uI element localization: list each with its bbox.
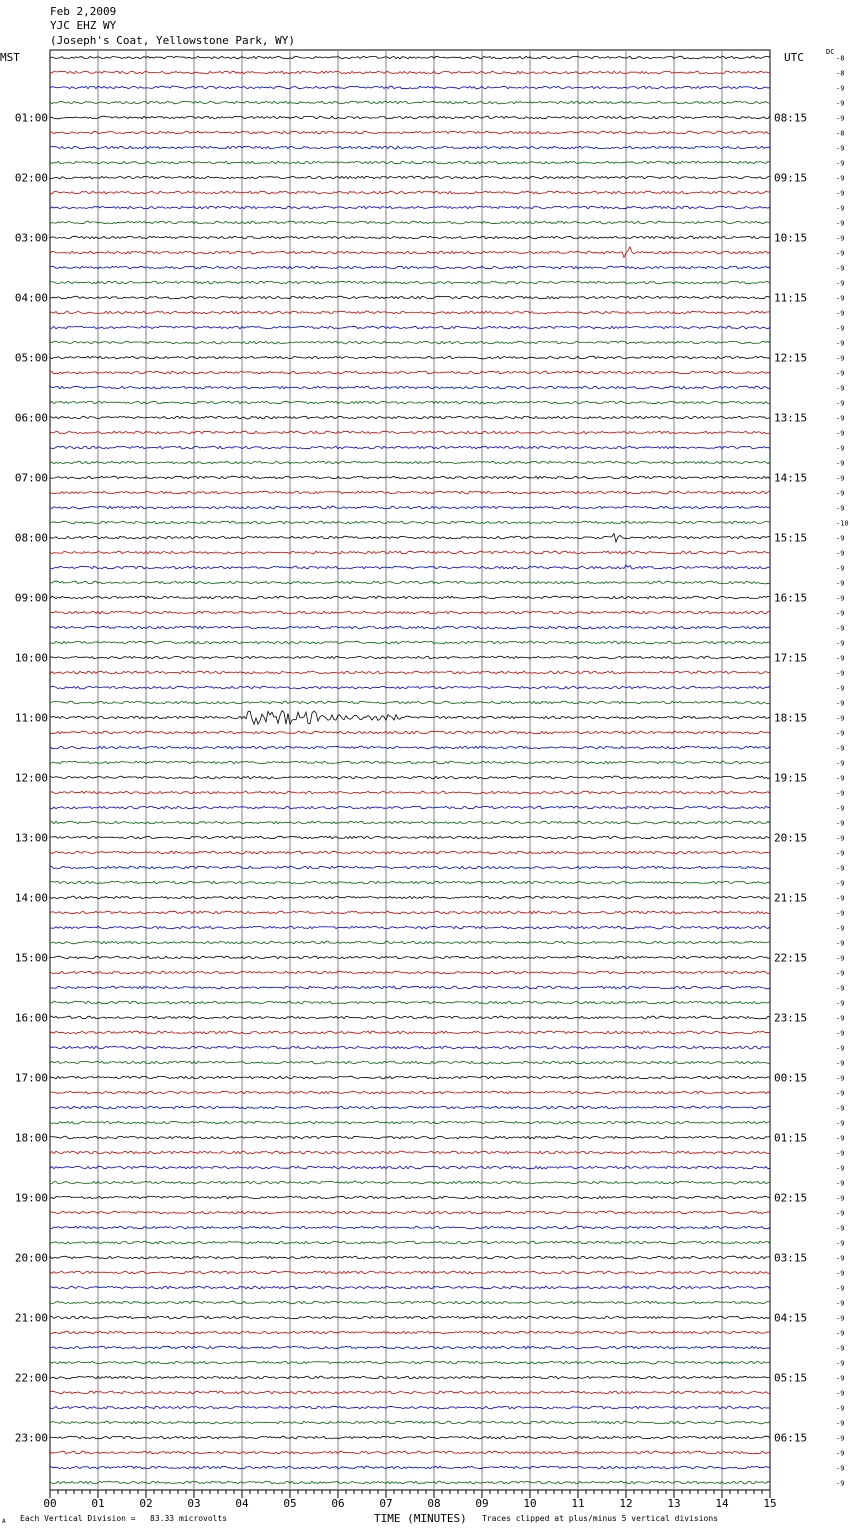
x-tick-label: 09 xyxy=(475,1497,489,1510)
dc-offset-label: -9 xyxy=(836,279,845,288)
trace-line xyxy=(50,1481,770,1484)
x-axis-title: TIME (MINUTES) xyxy=(374,1512,467,1525)
trace-line xyxy=(50,341,770,344)
trace-line xyxy=(50,656,770,659)
left-hour-label: 15:00 xyxy=(14,951,48,965)
dc-label: DC xyxy=(826,48,835,56)
dc-offset-label: -9 xyxy=(836,534,845,543)
trace-line xyxy=(50,281,770,284)
trace-line xyxy=(50,701,770,704)
dc-offset-label: -9 xyxy=(836,909,845,918)
trace-line xyxy=(50,1331,770,1334)
dc-offset-label: -9 xyxy=(836,249,845,258)
dc-offset-label: -9 xyxy=(836,1134,845,1143)
dc-offset-label: -9 xyxy=(836,1209,845,1218)
trace-line xyxy=(50,941,770,944)
x-tick-label: 06 xyxy=(331,1497,345,1510)
dc-offset-label: -9 xyxy=(836,354,845,363)
dc-offset-label: -9 xyxy=(836,1014,845,1023)
trace-line xyxy=(50,446,770,449)
left-hour-label: 11:00 xyxy=(14,711,48,725)
dc-offset-label: -9 xyxy=(836,114,845,123)
dc-offset-label: -9 xyxy=(836,1164,845,1173)
trace-line xyxy=(50,1346,770,1349)
trace-line xyxy=(50,1211,770,1214)
dc-offset-label: -9 xyxy=(836,309,845,318)
trace-line xyxy=(50,71,770,74)
left-hour-label: 22:00 xyxy=(14,1371,48,1385)
dc-offset-label: -9 xyxy=(836,414,845,423)
dc-offset-label: -9 xyxy=(836,1404,845,1413)
trace-line xyxy=(50,731,770,734)
x-tick-label: 14 xyxy=(715,1497,729,1510)
trace-line xyxy=(50,326,770,329)
trace-line xyxy=(50,641,770,644)
trace-line xyxy=(50,371,770,374)
dc-offset-label: -9 xyxy=(836,879,845,888)
right-hour-label: 14:15 xyxy=(774,471,808,485)
trace-line xyxy=(50,206,770,209)
dc-offset-label: -9 xyxy=(836,1329,845,1338)
dc-offset-label: -9 xyxy=(836,939,845,948)
trace-line xyxy=(50,221,770,224)
dc-offset-label: -9 xyxy=(836,1389,845,1398)
left-hour-label: 10:00 xyxy=(14,651,48,665)
dc-offset-label: -9 xyxy=(836,804,845,813)
dc-offset-label: -9 xyxy=(836,459,845,468)
right-hour-label: 11:15 xyxy=(774,291,808,305)
dc-offset-label: -9 xyxy=(836,324,845,333)
trace-line xyxy=(50,565,770,569)
dc-offset-label: -9 xyxy=(836,774,845,783)
left-hour-label: 19:00 xyxy=(14,1191,48,1205)
trace-line xyxy=(50,416,770,419)
dc-offset-label: -9 xyxy=(836,1284,845,1293)
trace-line xyxy=(50,491,770,494)
x-tick-label: 15 xyxy=(763,1497,777,1510)
trace-line xyxy=(50,1151,770,1154)
dc-offset-label: -9 xyxy=(836,1149,845,1158)
trace-line xyxy=(50,776,770,779)
dc-offset-label: -9 xyxy=(836,1104,845,1113)
dc-offset-label: -9 xyxy=(836,339,845,348)
trace-line xyxy=(50,101,770,104)
trace-line xyxy=(50,1376,770,1379)
dc-offset-label: -9 xyxy=(836,969,845,978)
x-tick-label: 10 xyxy=(523,1497,537,1510)
dc-offset-label: -9 xyxy=(836,1344,845,1353)
trace-line xyxy=(50,806,770,809)
left-hour-label: 09:00 xyxy=(14,591,48,605)
trace-line xyxy=(50,521,770,524)
trace-line xyxy=(50,476,770,479)
left-hour-label: 23:00 xyxy=(14,1431,48,1445)
dc-offset-label: -9 xyxy=(836,1314,845,1323)
dc-offset-label: -9 xyxy=(836,999,845,1008)
dc-offset-label: -9 xyxy=(836,1059,845,1068)
left-hour-label: 08:00 xyxy=(14,531,48,545)
dc-offset-label: -9 xyxy=(836,1449,845,1458)
trace-line xyxy=(50,1256,770,1259)
trace-line xyxy=(50,1301,770,1304)
trace-line xyxy=(50,596,770,599)
dc-offset-label: -9 xyxy=(836,594,845,603)
dc-offset-label: -9 xyxy=(836,174,845,183)
dc-offset-label: -9 xyxy=(836,204,845,213)
dc-offset-label: -9 xyxy=(836,1299,845,1308)
left-hour-label: 21:00 xyxy=(14,1311,48,1325)
corner-mark: A xyxy=(2,1518,6,1525)
x-tick-label: 07 xyxy=(379,1497,393,1510)
dc-offset-label: -9 xyxy=(836,819,845,828)
location-label: (Joseph's Coat, Yellowstone Park, WY) xyxy=(50,34,296,47)
x-tick-label: 03 xyxy=(187,1497,201,1510)
dc-offset-label: -9 xyxy=(836,399,845,408)
right-hour-label: 12:15 xyxy=(774,351,808,365)
trace-line xyxy=(50,581,770,584)
right-hour-label: 01:15 xyxy=(774,1131,808,1145)
trace-line xyxy=(50,1196,770,1199)
trace-line xyxy=(50,1106,770,1109)
left-hour-label: 02:00 xyxy=(14,171,48,185)
dc-offset-label: -9 xyxy=(836,699,845,708)
dc-offset-label: -9 xyxy=(836,474,845,483)
dc-offset-label: -10 xyxy=(836,519,849,528)
station-label: YJC EHZ WY xyxy=(50,19,117,32)
trace-line xyxy=(50,161,770,164)
trace-line xyxy=(50,1451,770,1454)
left-hour-label: 03:00 xyxy=(14,231,48,245)
trace-line xyxy=(50,266,770,269)
trace-line xyxy=(50,116,770,119)
trace-line xyxy=(50,1136,770,1139)
right-hour-label: 16:15 xyxy=(774,591,808,605)
trace-line xyxy=(50,711,770,725)
trace-line xyxy=(50,401,770,404)
dc-offset-label: -9 xyxy=(836,1254,845,1263)
dc-offset-label: -9 xyxy=(836,99,845,108)
clip-note: Traces clipped at plus/minus 5 vertical divisions xyxy=(482,1514,719,1523)
trace-line xyxy=(50,1361,770,1364)
trace-line xyxy=(50,746,770,749)
right-hour-label: 08:15 xyxy=(774,111,808,125)
trace-line xyxy=(50,626,770,629)
dc-offset-label: -9 xyxy=(836,624,845,633)
dc-offset-label: -9 xyxy=(836,1029,845,1038)
right-hour-label: 13:15 xyxy=(774,411,808,425)
trace-line xyxy=(50,851,770,854)
dc-offset-label: -9 xyxy=(836,189,845,198)
dc-offset-label: -9 xyxy=(836,954,845,963)
trace-line xyxy=(50,236,770,239)
trace-line xyxy=(50,821,770,824)
dc-offset-label: -9 xyxy=(836,1374,845,1383)
trace-line xyxy=(50,311,770,314)
trace-line xyxy=(50,926,770,929)
trace-line xyxy=(50,1241,770,1244)
dc-offset-label: -9 xyxy=(836,1419,845,1428)
left-hour-label: 14:00 xyxy=(14,891,48,905)
dc-offset-label: -9 xyxy=(836,1269,845,1278)
trace-line xyxy=(50,1181,770,1184)
dc-offset-label: -9 xyxy=(836,729,845,738)
x-tick-label: 11 xyxy=(571,1497,585,1510)
trace-line xyxy=(50,1391,770,1394)
x-tick-label: 05 xyxy=(283,1497,297,1510)
dc-offset-label: -9 xyxy=(836,489,845,498)
dc-offset-label: -9 xyxy=(836,1224,845,1233)
left-hour-label: 01:00 xyxy=(14,111,48,125)
left-hour-label: 07:00 xyxy=(14,471,48,485)
dc-offset-label: -9 xyxy=(836,84,845,93)
dc-offset-label: -9 xyxy=(836,1239,845,1248)
dc-offset-label: -9 xyxy=(836,579,845,588)
trace-line xyxy=(50,1061,770,1064)
left-hour-label: 13:00 xyxy=(14,831,48,845)
dc-offset-label: -9 xyxy=(836,744,845,753)
dc-offset-label: -9 xyxy=(836,384,845,393)
dc-offset-label: -9 xyxy=(836,504,845,513)
right-hour-label: 10:15 xyxy=(774,231,808,245)
dc-offset-label: -9 xyxy=(836,564,845,573)
dc-offset-label: -9 xyxy=(836,1479,845,1488)
trace-line xyxy=(50,1031,770,1034)
trace-line xyxy=(50,176,770,179)
trace-line xyxy=(50,534,770,542)
trace-line xyxy=(50,836,770,839)
x-tick-label: 02 xyxy=(139,1497,153,1510)
dc-offset-label: -9 xyxy=(836,369,845,378)
trace-line xyxy=(50,1076,770,1079)
right-hour-label: 18:15 xyxy=(774,711,808,725)
trace-line xyxy=(50,296,770,299)
trace-line xyxy=(50,191,770,194)
trace-line xyxy=(50,1121,770,1124)
plot-frame xyxy=(50,50,770,1490)
dc-offset-label: -9 xyxy=(836,1194,845,1203)
trace-line xyxy=(50,1166,770,1169)
right-hour-label: 19:15 xyxy=(774,771,808,785)
dc-offset-label: -9 xyxy=(836,789,845,798)
right-hour-label: 20:15 xyxy=(774,831,808,845)
dc-offset-label: -9 xyxy=(836,639,845,648)
right-hour-label: 17:15 xyxy=(774,651,808,665)
dc-offset-label: -8 xyxy=(836,129,845,138)
trace-line xyxy=(50,86,770,89)
trace-line xyxy=(50,461,770,464)
right-timezone-label: UTC xyxy=(784,51,804,64)
dc-offset-label: -9 xyxy=(836,714,845,723)
dc-offset-label: -9 xyxy=(836,549,845,558)
trace-line xyxy=(50,1316,770,1319)
left-hour-label: 16:00 xyxy=(14,1011,48,1025)
dc-offset-label: -9 xyxy=(836,1359,845,1368)
dc-offset-label: -9 xyxy=(836,1074,845,1083)
dc-offset-label: -9 xyxy=(836,684,845,693)
x-tick-label: 04 xyxy=(235,1497,249,1510)
dc-offset-label: -9 xyxy=(836,444,845,453)
right-hour-label: 15:15 xyxy=(774,531,808,545)
dc-offset-label: -9 xyxy=(836,924,845,933)
dc-offset-label: -9 xyxy=(836,1179,845,1188)
trace-line xyxy=(50,1406,770,1409)
trace-line xyxy=(50,971,770,974)
trace-line xyxy=(50,911,770,914)
right-hour-label: 00:15 xyxy=(774,1071,808,1085)
dc-offset-label: -9 xyxy=(836,849,845,858)
dc-offset-label: -9 xyxy=(836,609,845,618)
dc-offset-label: -9 xyxy=(836,234,845,243)
dc-offset-label: -9 xyxy=(836,429,845,438)
dc-offset-label: -8 xyxy=(836,69,845,78)
trace-line xyxy=(50,1421,770,1424)
trace-line xyxy=(50,896,770,899)
right-hour-label: 09:15 xyxy=(774,171,808,185)
dc-offset-label: -9 xyxy=(836,894,845,903)
right-hour-label: 05:15 xyxy=(774,1371,808,1385)
trace-line xyxy=(50,386,770,389)
x-tick-label: 01 xyxy=(91,1497,105,1510)
right-hour-label: 22:15 xyxy=(774,951,808,965)
trace-line xyxy=(50,431,770,434)
trace-line xyxy=(50,56,770,59)
x-tick-label: 12 xyxy=(619,1497,633,1510)
trace-line xyxy=(50,686,770,689)
trace-line xyxy=(50,1091,770,1094)
trace-line xyxy=(50,1271,770,1274)
dc-offset-label: -8 xyxy=(836,54,845,63)
right-hour-label: 04:15 xyxy=(774,1311,808,1325)
trace-line xyxy=(50,1046,770,1049)
trace-line xyxy=(50,611,770,614)
trace-line xyxy=(50,1286,770,1289)
trace-line xyxy=(50,866,770,869)
dc-offset-label: -9 xyxy=(836,1464,845,1473)
right-hour-label: 03:15 xyxy=(774,1251,808,1265)
dc-offset-label: -9 xyxy=(836,669,845,678)
dc-offset-label: -9 xyxy=(836,294,845,303)
right-hour-label: 23:15 xyxy=(774,1011,808,1025)
dc-offset-label: -9 xyxy=(836,144,845,153)
x-tick-label: 00 xyxy=(43,1497,57,1510)
left-hour-label: 20:00 xyxy=(14,1251,48,1265)
right-hour-label: 02:15 xyxy=(774,1191,808,1205)
chart-title: Feb 2,2009 xyxy=(50,5,117,18)
dc-offset-label: -9 xyxy=(836,864,845,873)
division-note: Each Vertical Division = 83.33 microvolts xyxy=(20,1514,228,1523)
trace-line xyxy=(50,956,770,959)
right-hour-label: 21:15 xyxy=(774,891,808,905)
trace-line xyxy=(50,986,770,989)
left-hour-label: 06:00 xyxy=(14,411,48,425)
dc-offset-label: -9 xyxy=(836,1044,845,1053)
trace-line xyxy=(50,551,770,554)
dc-offset-label: -9 xyxy=(836,1434,845,1443)
left-hour-label: 17:00 xyxy=(14,1071,48,1085)
trace-line xyxy=(50,1016,770,1019)
dc-offset-label: -9 xyxy=(836,759,845,768)
dc-offset-label: -9 xyxy=(836,264,845,273)
trace-line xyxy=(50,1001,770,1004)
x-tick-label: 08 xyxy=(427,1497,441,1510)
right-hour-label: 06:15 xyxy=(774,1431,808,1445)
dc-offset-label: -9 xyxy=(836,219,845,228)
left-hour-label: 05:00 xyxy=(14,351,48,365)
trace-line xyxy=(50,671,770,674)
trace-line xyxy=(50,1226,770,1229)
trace-line xyxy=(50,791,770,794)
x-tick-label: 13 xyxy=(667,1497,681,1510)
trace-line xyxy=(50,506,770,509)
left-hour-label: 12:00 xyxy=(14,771,48,785)
trace-line xyxy=(50,881,770,884)
left-hour-label: 18:00 xyxy=(14,1131,48,1145)
trace-line xyxy=(50,1466,770,1469)
trace-line xyxy=(50,356,770,359)
dc-offset-label: -9 xyxy=(836,1089,845,1098)
dc-offset-label: -9 xyxy=(836,654,845,663)
trace-line xyxy=(50,131,770,134)
dc-offset-label: -9 xyxy=(836,159,845,168)
dc-offset-label: -9 xyxy=(836,984,845,993)
trace-line xyxy=(50,761,770,764)
dc-offset-label: -9 xyxy=(836,834,845,843)
trace-line xyxy=(50,146,770,149)
trace-line xyxy=(50,247,770,257)
dc-offset-label: -9 xyxy=(836,1119,845,1128)
trace-line xyxy=(50,1436,770,1439)
left-hour-label: 04:00 xyxy=(14,291,48,305)
left-timezone-label: MST xyxy=(0,51,20,64)
